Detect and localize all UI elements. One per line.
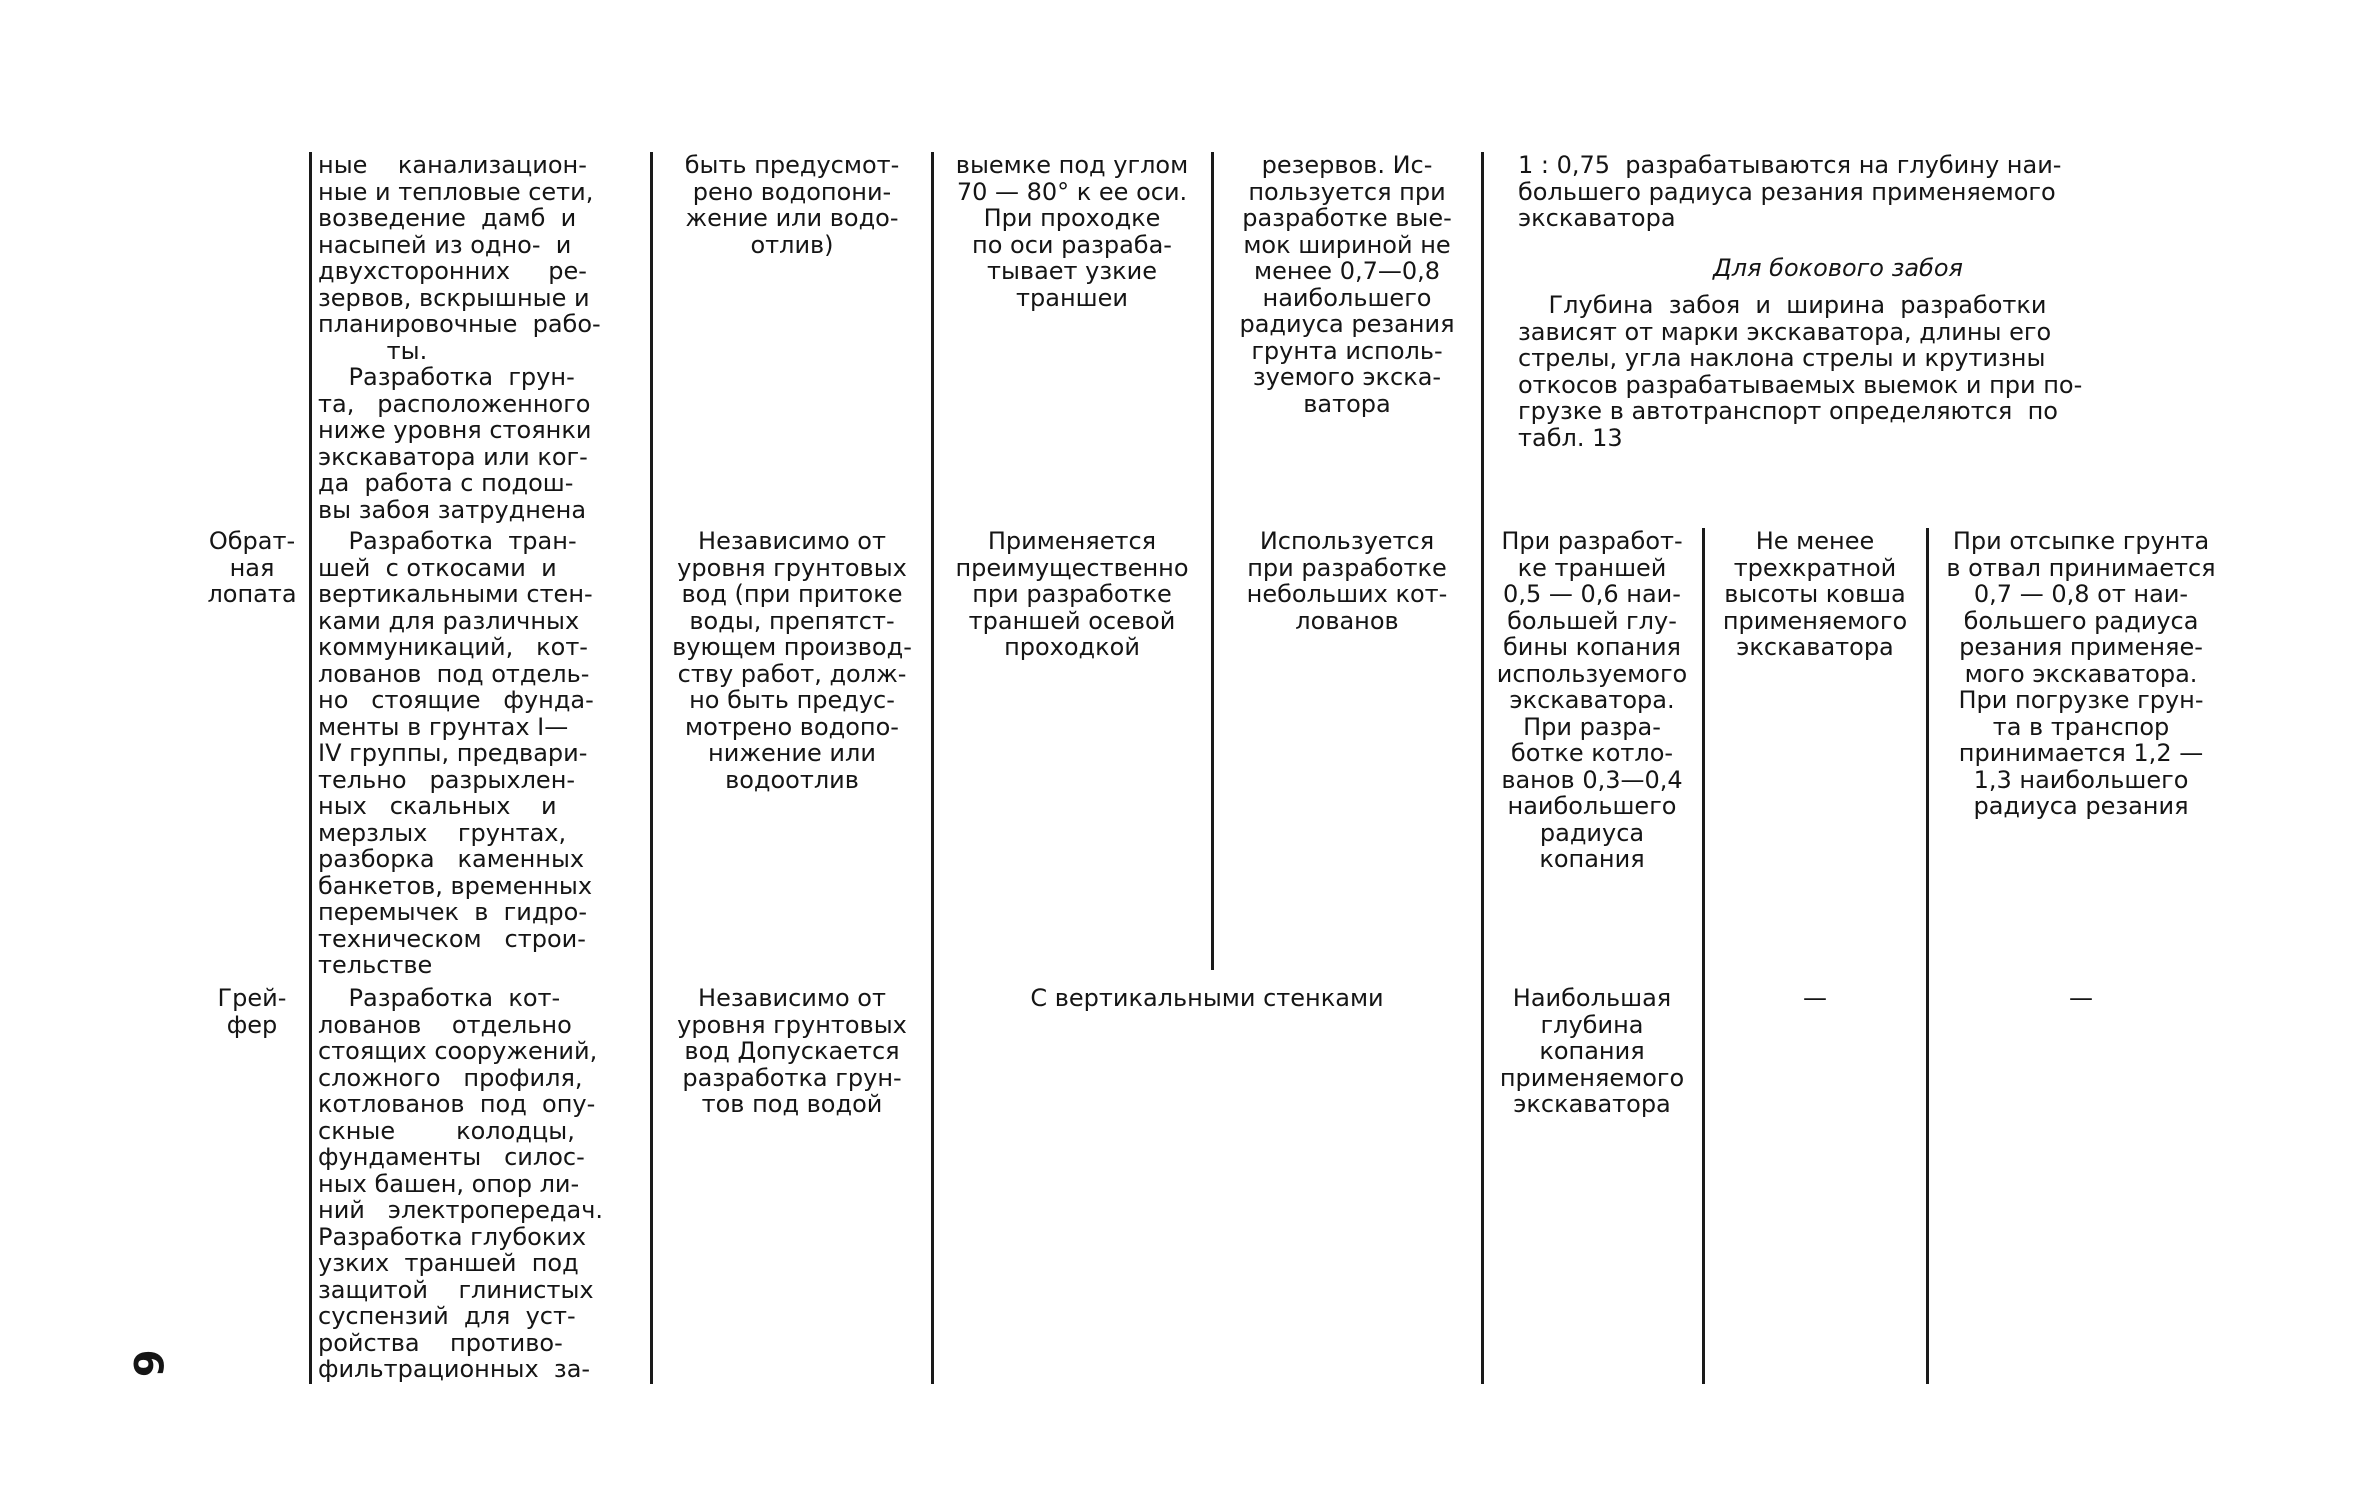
column-rule-3 [931, 152, 934, 1384]
row-label-backhoe: Обрат- ная лопата [207, 527, 297, 608]
top-col1-text: ные канализацион- ные и тепловые сети, возведение дамб и насыпей из одно- и двухсторонних ре- зервов, вскрышные и планировочные рабо- ты. Разработка грун- та, расположенного ниже уровня стоянки экскаватора или ког- да работа с подош- вы забоя затруднена [318, 151, 601, 524]
row-backhoe-col6: Не менее трехкратной высоты ковша применяемого экскаватора [1722, 527, 1908, 661]
row-grab-col6: — [1803, 984, 1827, 1012]
top-col5-heading: Для бокового забоя [1713, 254, 1963, 282]
row-backhoe-col2: Независимо от уровня грунтовых вод (при притоке воды, препятст- вующем производ- ству работ, долж- но быть предус- мотрено водопо- нижение или водоотлив [672, 527, 912, 794]
row-grab-col1: Разработка кот- лованов отдельно стоящих сооружений, сложного профиля, котлованов под опу- скные колодцы, фундаменты силос- ных башен, опор ли- ний электропередач. Разработка глубоких узких траншей под защитой глинистых суспензий для уст- ройства противо- фильтрационных за- [318, 984, 604, 1383]
column-rule-4 [1211, 152, 1214, 970]
page-number: 6 [124, 1349, 171, 1378]
top-col4-text: резервов. Ис- пользуется при разработке вые- мок шириной не менее 0,7—0,8 наибольшего радиуса резания грунта исполь- зуемого экска- ватора [1239, 151, 1455, 418]
top-col2-text: быть предусмот- рено водопони- жение или водо- отлив) [684, 151, 900, 259]
top-col5-paragraph-2: Глубина забоя и ширина разработки зависят от марки экскаватора, длины его стрелы, угла наклона стрелы и крутизны откосов разрабатываемых выемок и при по- грузке в автотранспорт определяются по табл. 13 [1518, 291, 2083, 452]
row-grab-col5: Наибольшая глубина копания применяемого экскаватора [1499, 984, 1685, 1118]
row-backhoe-col3: Применяется преимущественно при разработке траншей осевой проходкой [955, 527, 1189, 661]
row-backhoe-col1: Разработка тран- шей с откосами и вертикальными стен- ками для различных коммуникаций, кот- лованов под отдель- но стоящие фунда- менты в грунтах I— IV группы, предвари- тельно разрыхлен- ных скальных и мерзлых грунтах, разборка каменных банкетов, временных перемычек в гидро- техническом строи- тельстве [318, 527, 594, 979]
column-rule-2 [650, 152, 653, 1384]
column-rule-5 [1481, 152, 1484, 1384]
top-col3-text: выемке под углом 70 — 80° к ее оси. При проходке по оси разраба- тывает узкие траншеи [955, 151, 1189, 312]
row-label-grab: Грей- фер [217, 984, 287, 1039]
row-backhoe-col5: При разработ- ке траншей 0,5 — 0,6 наи- большей глу- бины копания используемого экскаватора. При разра- ботке котло- ванов 0,3—0,4 наибольшего радиуса копания [1496, 527, 1688, 873]
row-backhoe-col7: При отсыпке грунта в отвал принимается 0,7 — 0,8 от наи- большего радиуса резания применяе- мого экскаватора. При погрузке грун- та в транспор принимается 1,2 — 1,3 наибольшего радиуса резания [1946, 527, 2216, 820]
top-col5-paragraph-1: 1 : 0,75 разрабатываются на глубину наи- большего радиуса резания применяемого экскаватора [1518, 151, 2062, 232]
row-grab-col2: Независимо от уровня грунтовых вод Допускается разработка грун- тов под водой [677, 984, 907, 1118]
row-grab-col7: — [2069, 984, 2093, 1012]
row-grab-col3-4: С вертикальными стенками [1030, 984, 1384, 1012]
column-rule-1 [309, 152, 312, 1384]
column-rule-7 [1926, 528, 1929, 1384]
column-rule-6 [1702, 528, 1705, 1384]
row-backhoe-col4: Используется при разработке небольших кот- лованов [1246, 527, 1448, 635]
